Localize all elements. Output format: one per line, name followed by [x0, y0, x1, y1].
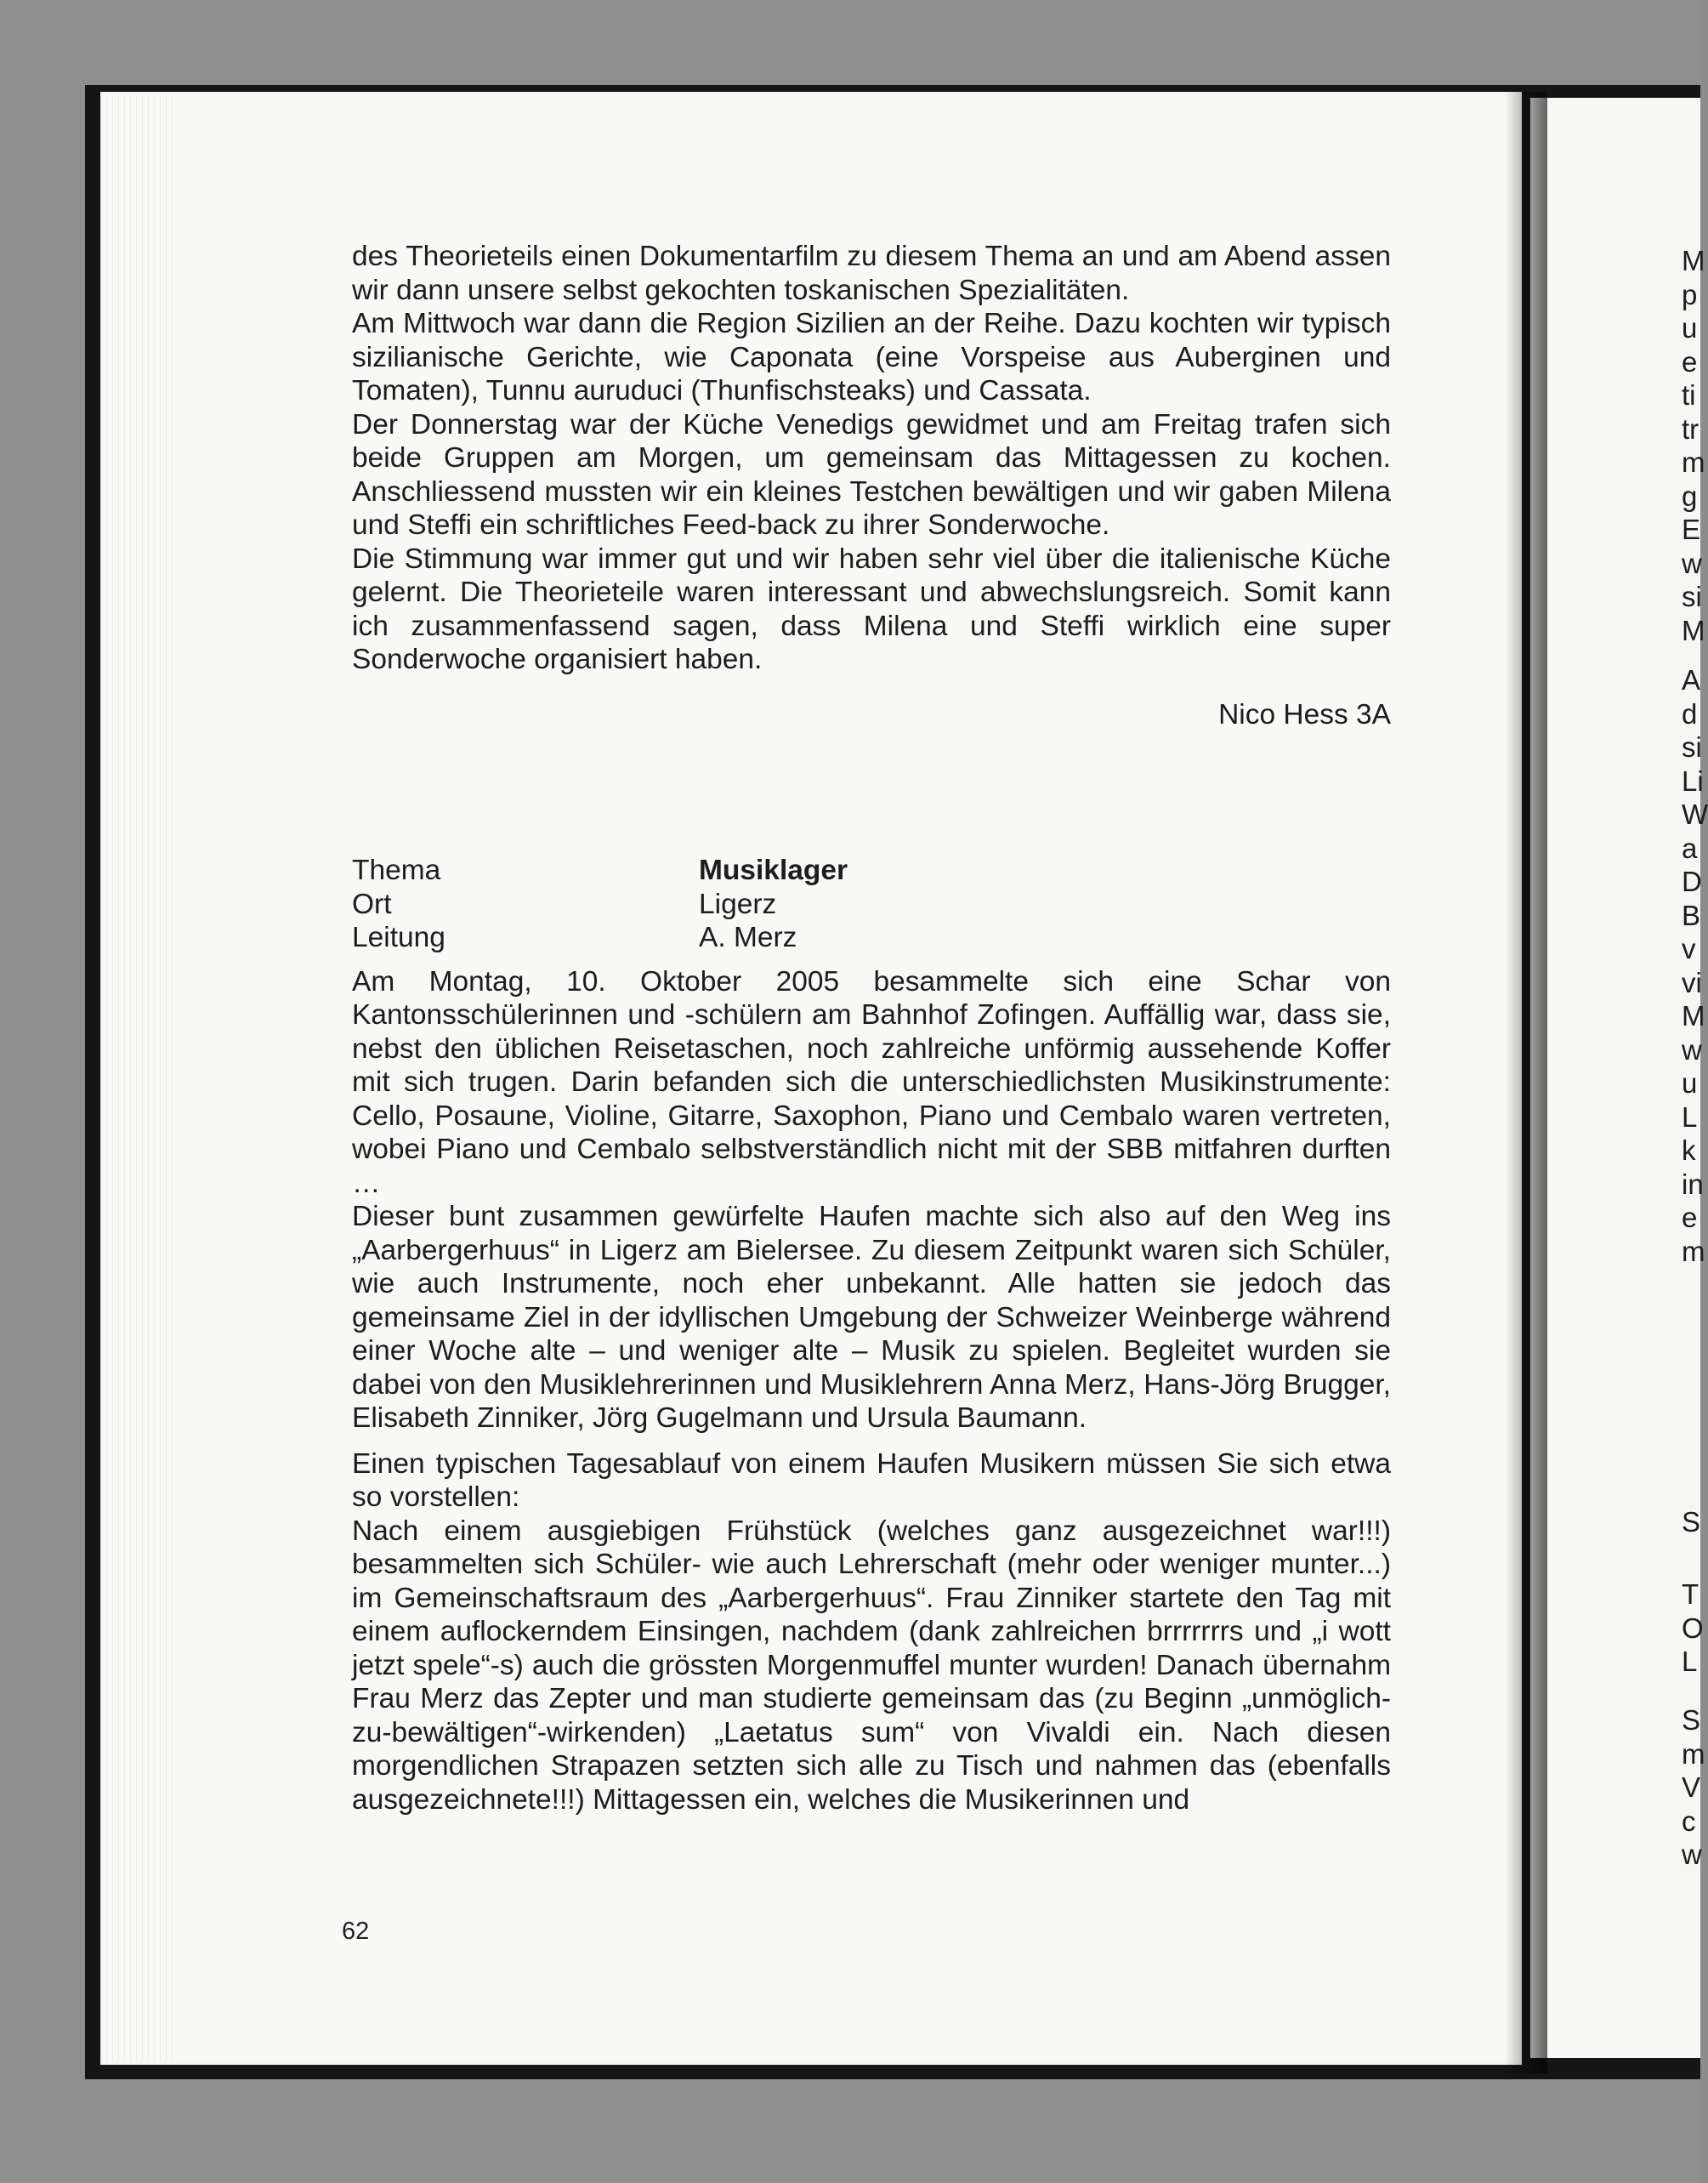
- right-page-text-fragment: S: [1682, 1506, 1701, 1538]
- right-page-text-fragment: m: [1682, 1737, 1705, 1770]
- paragraph: des Theorieteils einen Dokumentarfilm zu diesem Thema an und am Abend assen wir dann unsere selbst gekochten toskanischen Spezialitäten.: [352, 241, 1391, 306]
- info-label-ort: Ort: [352, 888, 392, 920]
- right-page-text-fragment: e: [1682, 345, 1698, 378]
- author-signature: Nico Hess 3A: [1218, 698, 1391, 731]
- right-page-text-fragment: w: [1682, 1033, 1702, 1066]
- right-page-text-fragment: D: [1682, 866, 1702, 897]
- right-page-text-fragment: L: [1682, 1100, 1698, 1133]
- right-page-text-fragment: W: [1682, 799, 1708, 830]
- right-page-text-fragment: k: [1682, 1134, 1696, 1166]
- info-value-leitung: A. Merz: [699, 922, 797, 953]
- info-row-leitung: [352, 921, 1391, 955]
- right-page-text-fragment: in: [1682, 1168, 1704, 1200]
- right-page-text-fragment: si: [1682, 731, 1702, 763]
- right-page-text-fragment: L: [1682, 1646, 1698, 1677]
- right-page-text-fragment: e: [1682, 1202, 1698, 1233]
- paragraph: Nach einem ausgiebigen Frühstück (welches ganz ausgezeichnet war!!!) besammelten sich Schüler- wie auch Lehrerschaft (mehr oder weniger munter...) im Gemeinschaftsraum des „Aarbergerhuus“. Frau Zinniker startete den Tag mit einem auflockerndem Einsingen, nachdem (dank zahlreichen brrrrrrrs und „i wott jetzt spele“-s) auch die grössten Morgenmuffel munter wurden! Danach übernahm Frau Merz das Zepter und man studierte gemeinsam das (zu Beginn „unmöglich-zu-bewältigen“-wirkenden) „Laetatus sum“ von Vivaldi ein. Nach diesen morgendlichen Strapazen setzten sich alle zu Tisch und nahmen das (ebenfalls ausgezeichnete!!!) Mittagessen ein, welches die Musikerinnen und: [352, 1515, 1391, 1816]
- right-page-text-fragment: S: [1682, 1704, 1701, 1736]
- right-page-text-fragment: ti: [1682, 379, 1696, 411]
- right-page-text-fragment: m: [1682, 1235, 1705, 1267]
- info-row-ort: [352, 888, 1391, 922]
- page-edge-stack: [100, 95, 177, 2061]
- right-page-text-fragment: a: [1682, 832, 1698, 864]
- right-page-text-fragment: Li: [1682, 765, 1704, 797]
- right-page-text-fragment: vi: [1682, 966, 1702, 998]
- info-label-leitung: Leitung: [352, 922, 445, 953]
- paragraph: Der Donnerstag war der Küche Venedigs gewidmet und am Freitag trafen sich beide Gruppen am Morgen, um gemeinsam das Mittagessen zu kochen. Anschliessend mussten wir ein kleines Testchen bewältigen und wir gaben Milena und Steffi ein schriftliches Feed-back zu ihrer Sonderwoche.: [352, 408, 1391, 541]
- right-page-text-fragment: si: [1682, 581, 1702, 612]
- info-label-thema: Thema: [352, 855, 441, 886]
- right-page-text-fragment: E: [1682, 514, 1701, 545]
- right-page-text-fragment: w: [1682, 1839, 1702, 1870]
- right-page-text-fragment: T: [1682, 1578, 1699, 1610]
- right-page-text-fragment: O: [1682, 1612, 1704, 1644]
- project-info-block: [352, 854, 1391, 955]
- paragraph: Am Montag, 10. Oktober 2005 besammelte sich eine Schar von Kantonsschülerinnen und -schülern am Bahnhof Zofingen. Auffällig war, dass sie, nebst den üblichen Reisetaschen, noch zahlreiche unförmig aussehende Koffer mit sich trugen. Darin befanden sich die unterschiedlichsten Musikinstrumente: Cello, Posaune, Violine, Gitarre, Saxophon, Piano und Cembalo waren vertreten, wobei Piano und Cembalo selbstverständlich nicht mit der SBB mitfahren durften …: [352, 965, 1391, 1199]
- right-page-text-fragment: m: [1682, 446, 1705, 478]
- article-text-column: [352, 240, 1391, 1816]
- paragraph: Dieser bunt zusammen gewürfelte Haufen machte sich also auf den Weg ins „Aarbergerhuus“ in Ligerz am Bielersee. Zu diesem Zeitpunkt waren sich Schüler, wie auch Instrumente, noch eher unbekannt. Alle hatten sie jedoch das gemeinsame Ziel in der idyllischen Umgebung der Schweizer Weinberge während einer Woche alte – und weniger alte – Musik zu spielen. Begleitet wurden sie dabei von den Musiklehrerinnen und Musiklehrern Anna Merz, Hans-Jörg Brugger, Elisabeth Zinniker, Jörg Gugelmann und Ursula Baumann.: [352, 1201, 1391, 1434]
- right-page-text-fragment: c: [1682, 1805, 1696, 1837]
- right-page-text-fragment: u: [1682, 1067, 1698, 1099]
- right-page-text-fragment: u: [1682, 312, 1698, 344]
- right-page-text-fragment: v: [1682, 933, 1696, 964]
- right-page-text-fragment: V: [1682, 1771, 1701, 1803]
- right-page-text-fragment: B: [1682, 899, 1701, 931]
- book-gutter: [1505, 92, 1547, 2073]
- right-page-text-fragment: d: [1682, 697, 1698, 730]
- right-page-text-fragment: w: [1682, 547, 1702, 579]
- right-page-text-fragment: g: [1682, 480, 1698, 512]
- right-page-text-fragment: M: [1682, 1000, 1705, 1032]
- right-page-text-fragment: tr: [1682, 412, 1699, 445]
- paragraph: Einen typischen Tagesablauf von einem Haufen Musikern müssen Sie sich etwa so vorstellen:: [352, 1447, 1391, 1513]
- right-page-text-fragment: M: [1682, 245, 1705, 276]
- right-page-text-fragment: M: [1682, 614, 1705, 646]
- paragraph: Am Mittwoch war dann die Region Sizilien an der Reihe. Dazu kochten wir typisch sizilianische Gerichte, wie Caponata (eine Vorspeise aus Auberginen und Tomaten), Tunnu auruduci (Thunfischsteaks) und Cassata.: [352, 308, 1391, 406]
- info-value-thema: Musiklager: [699, 855, 848, 886]
- paragraph: Die Stimmung war immer gut und wir haben sehr viel über die italienische Küche gelernt. Die Theorieteile waren interessant und abwechslungsreich. Somit kann ich zusammenfassend sagen, dass Milena und Steffi wirklich eine super Sonderwoche organisiert haben.: [352, 543, 1391, 675]
- right-page-text-fragment: A: [1682, 664, 1701, 696]
- right-page-text-fragment: p: [1682, 278, 1698, 310]
- page-number: 62: [342, 1918, 370, 1945]
- info-row-thema: [352, 854, 1391, 888]
- right-page: [1530, 98, 1708, 2058]
- info-value-ort: Ligerz: [699, 888, 777, 920]
